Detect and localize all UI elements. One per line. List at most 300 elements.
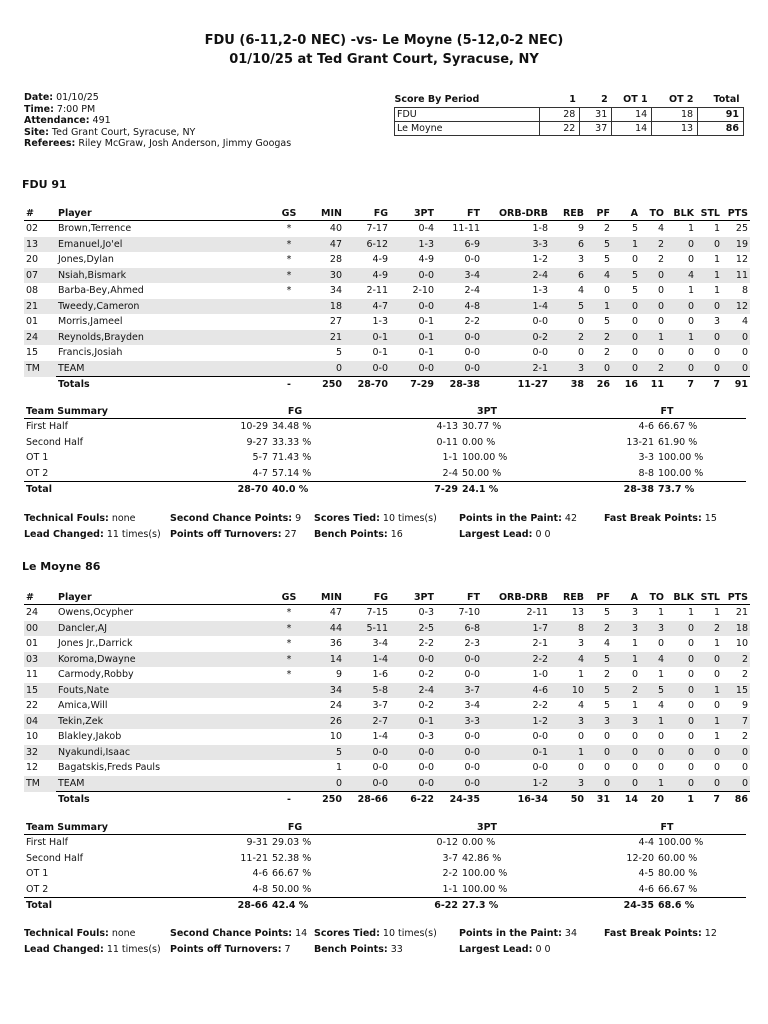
stat-value: 10 times(s) [382,928,437,939]
stat-cell: 0-0 [344,745,390,761]
player-row [24,314,750,330]
sbp-team: FDU [395,108,540,122]
stat-cell: 0-0 [464,254,480,266]
stat-value: none [111,928,136,939]
stat-cell: 0 [696,745,722,761]
stat-cell: Brown,Terrence [58,223,132,235]
score-by-period-header [395,92,744,108]
bench-stat [314,527,403,543]
stat-cell: 6-9 [436,237,482,253]
stat-cell: 0-0 [464,762,480,774]
stat-cell: 0-0 [372,762,388,774]
stat-cell: 1 [640,714,666,730]
stat-cell: 6 [550,237,586,253]
stat-cell: 3 [612,714,640,730]
column-header: PF [586,206,612,221]
stat-cell: 01 [26,638,39,650]
sbp-team: Le Moyne [395,122,540,136]
stat-cell: 0 [722,361,750,377]
stat-cell: 5 [586,237,612,253]
summary-cell: OT 1 [26,868,49,880]
stat-cell: 0-0 [532,347,548,359]
summary-cell: 100.00 % [462,452,508,464]
stat-cell [264,330,314,346]
stat-cell: 0 [577,347,584,359]
summary-cell: 80.00 % [658,868,698,880]
total-cell: Totals [56,377,264,393]
sbp-score: 18 [652,108,698,122]
stat-cell: 5 [314,745,344,761]
stat-cell: 20 [26,254,39,266]
summary-cell: 100.00 % [462,868,508,880]
stat-cell: 2 [741,669,748,681]
player-row [24,605,750,621]
stat-cell: 3 [586,714,612,730]
page-subtitle: 01/10/25 at Ted Grant Court, Syracuse, NY [229,52,539,67]
stat-cell: 0 [666,714,696,730]
stat-cell: 10 [550,683,586,699]
total-cell: 31 [586,792,612,808]
column-header: REB [550,590,586,605]
stat-cell: 2-10 [412,285,434,297]
summary-cell: 4-8 [252,883,268,895]
stat-cell: 3-7 [436,683,482,699]
stat-label: Technical Fouls: [24,513,109,524]
summary-cell: 3-7 [442,852,459,864]
stat-cell: 0 [586,776,612,792]
stat-cell: 21 [735,607,748,619]
stat-cell: 5 [550,299,586,315]
summary-cell: 66.67 % [658,883,698,895]
stat-cell [264,714,314,730]
stat-cell: 2 [586,330,612,346]
stat-cell: 5 [640,683,666,699]
summary-header: 3PT [386,821,588,835]
stat-cell: 0 [603,731,610,743]
summary-cell: Second Half [26,852,83,864]
date-value: 01/10/25 [56,92,99,103]
stat-cell: 1-0 [532,669,548,681]
stat-cell: 3 [550,361,586,377]
stat-cell: 2 [603,347,610,359]
stat-cell: 2-4 [482,268,550,284]
stat-label: Fast Break Points: [604,928,702,939]
stat-cell: 11-11 [452,223,480,235]
stat-cell: 6 [550,268,586,284]
stat-cell: 11 [26,669,39,681]
summary-cell: 42.86 % [462,852,502,864]
player-row [24,268,750,284]
stat-cell: Owens,Ocypher [58,607,134,619]
technical-fouls-stat [24,511,136,527]
stat-cell: 1-7 [482,621,550,637]
stat-cell: TM [24,776,56,792]
summary-row [24,835,746,851]
total-cell: 28-38 [436,377,482,393]
stat-cell: 4 [577,700,584,712]
column-header: MIN [314,206,344,221]
stat-cell: 0 [741,347,748,359]
stat-cell: 5-11 [344,621,390,637]
page-title: FDU (6-11,2-0 NEC) -vs- Le Moyne (5-12,0-2 NEC) [204,33,564,48]
stat-cell: 1 [657,607,664,619]
player-row [24,330,750,346]
stat-cell: 1 [612,237,640,253]
total-cell: 16 [612,377,640,393]
stat-cell: 4-7 [344,299,390,315]
stat-cell: 1 [696,268,722,284]
player-row [24,683,750,699]
stat-cell: 1 [687,285,694,297]
paint-stat [459,926,577,942]
total-cell: 250 [314,377,344,393]
stat-cell: 0 [722,745,750,761]
stat-cell: 24 [26,607,39,619]
team-title-fdu: FDU 91 [22,178,67,191]
stat-cell: 0-0 [390,745,436,761]
total-cell: 20 [640,792,666,808]
summary-total-cell: 27.3 % [460,898,588,914]
stat-cell: 1-4 [482,299,550,315]
stat-cell: 3 [713,316,720,328]
stat-cell: 0-0 [436,652,482,668]
stat-cell: 4-9 [418,254,434,266]
stat-cell: 2 [741,731,748,743]
column-header: FG [344,206,390,221]
total-cell: Totals [56,792,264,808]
player-row [24,283,750,299]
stat-cell: 0 [666,652,696,668]
stat-cell: 40 [329,223,342,235]
stat-cell: 3 [577,254,584,266]
stat-cell: 1 [713,223,720,235]
stat-cell: 2-2 [464,316,480,328]
summary-cell: 52.38 % [272,852,312,864]
total-cell: 11-27 [482,377,550,393]
stat-cell [264,683,314,699]
summary-cell: 66.67 % [658,421,698,433]
stat-cell [264,361,314,377]
stat-cell: 12 [26,762,39,774]
stat-cell: Morris,Jameel [58,316,123,328]
stat-label: Bench Points: [314,529,388,540]
stat-cell: 1 [577,669,584,681]
stat-cell: 5 [603,607,610,619]
summary-header: FG [204,821,386,835]
player-row [24,252,750,268]
stat-label: Bench Points: [314,944,388,955]
stat-cell: 2-11 [366,285,388,297]
stat-cell: 5 [631,223,638,235]
stat-value: 15 [704,513,717,524]
stat-cell: * [286,638,292,650]
stat-cell: 04 [24,714,56,730]
summary-total-cell: 24-35 [588,898,656,914]
stat-cell: 1 [687,223,694,235]
stat-label: Second Chance Points: [170,928,293,939]
stat-cell: 1 [696,714,722,730]
stat-value: 9 [295,513,302,524]
total-cell: 24-35 [436,792,482,808]
stat-cell: 0 [713,669,720,681]
column-header: FT [436,590,482,605]
stat-cell: 3-7 [372,700,388,712]
column-header: # [24,206,56,221]
stat-cell: 0-2 [418,669,434,681]
summary-cell: 4-5 [638,868,655,880]
summary-cell: 1-1 [442,452,459,464]
stat-cell: 19 [722,237,750,253]
summary-cell: 10-29 [240,421,268,433]
stat-cell: 0 [612,745,640,761]
stat-cell: 0 [657,731,664,743]
stat-cell: 2-3 [464,638,480,650]
turnovers-stat [170,942,291,958]
stat-cell [264,314,314,330]
box-score-table-lemoyne [24,590,750,808]
column-header: PTS [722,590,750,605]
stat-cell: * [286,254,292,266]
lead-changed-stat [24,942,161,958]
stat-value: 7 [284,944,291,955]
summary-header: Team Summary [24,405,204,419]
stat-label: Technical Fouls: [24,928,109,939]
stat-cell: 4 [586,268,612,284]
stat-cell: Koroma,Dwayne [56,652,264,668]
stat-cell: 7-10 [458,607,480,619]
stat-cell: 4 [577,285,584,297]
stat-cell: 4 [741,316,748,328]
stat-label: Lead Changed: [24,944,104,955]
column-header: ORB-DRB [482,590,550,605]
column-header: FG [344,590,390,605]
summary-header: FT [588,405,746,419]
stat-cell: 2 [722,652,750,668]
stat-cell: 1 [713,285,720,297]
summary-row [24,851,746,867]
sbp-score: 37 [580,122,612,136]
stat-cell: 9 [741,700,748,712]
summary-cell: 2-2 [442,868,459,880]
sbp-total: 91 [698,108,744,122]
summary-cell: 3-3 [638,452,655,464]
stat-cell: Amica,Will [58,700,108,712]
stat-cell: 3 [612,621,640,637]
stat-cell: 0 [657,316,664,328]
stat-cell: 3-3 [482,237,550,253]
stat-cell: Jones,Dylan [58,254,114,266]
stat-cell: 34 [314,683,344,699]
summary-row [24,450,746,466]
column-header: PF [586,590,612,605]
stat-cell: 4-8 [436,299,482,315]
stat-cell: 13 [24,237,56,253]
referees-value: Riley McGraw, Josh Anderson, Jimmy Googas [78,138,292,149]
stat-cell: Tweedy,Cameron [56,299,264,315]
stat-cell: 13 [571,607,584,619]
summary-cell: 4-6 [638,421,655,433]
stat-cell [264,729,314,745]
stat-cell: TM [24,361,56,377]
stat-cell: 0 [666,361,696,377]
stat-cell: 1 [640,330,666,346]
misc-stats-fdu [24,511,764,543]
stat-cell: 5 [586,652,612,668]
column-header: TO [640,590,666,605]
stat-cell: 0 [687,638,694,650]
stat-cell: 5 [603,700,610,712]
stat-cell: 0-1 [344,330,390,346]
stat-cell: 0 [612,299,640,315]
stat-cell: Reynolds,Brayden [56,330,264,346]
stat-cell: 0 [687,316,694,328]
summary-cell: 30.77 % [462,421,502,433]
stat-cell: 12 [735,254,748,266]
stat-cell: 02 [26,223,39,235]
paint-stat [459,511,577,527]
stat-cell: 0 [696,330,722,346]
stat-cell: 2 [603,223,610,235]
stat-cell: 0-0 [390,652,436,668]
stat-label: Points in the Paint: [459,928,562,939]
stat-value: 14 [295,928,308,939]
summary-header: FT [588,821,746,835]
column-header: Player [56,590,264,605]
stat-cell: 0-0 [418,762,434,774]
stat-cell: 1-3 [532,285,548,297]
sbp-row-lemoyne [395,122,744,136]
stat-cell: 0 [631,762,638,774]
stat-cell: 1 [657,669,664,681]
summary-cell: 29.03 % [272,837,312,849]
stat-value: 10 times(s) [382,513,437,524]
summary-cell: Second Half [26,436,83,448]
stat-cell: 15 [24,683,56,699]
sbp-total: 86 [698,122,744,136]
total-cell: 14 [612,792,640,808]
stat-cell: 1 [687,607,694,619]
summary-cell: 4-6 [252,868,268,880]
sbp-header-ot1: OT 1 [623,94,648,105]
total-cell [24,377,56,393]
time-value: 7:00 PM [56,103,96,115]
sbp-header-total: Total [713,94,740,105]
stat-cell: 0 [631,316,638,328]
total-cell: 7-29 [390,377,436,393]
stat-cell: 30 [314,268,344,284]
stat-value: 0 0 [535,529,551,540]
stat-cell: Fouts,Nate [56,683,264,699]
stat-label: Scores Tied: [314,513,380,524]
stat-cell: * [264,652,314,668]
stat-cell: 6-8 [436,621,482,637]
stat-cell: 2 [640,361,666,377]
stat-cell: Blakley,Jakob [58,731,122,743]
summary-row [24,866,746,882]
stat-cell [264,698,314,714]
player-row [24,714,750,730]
stat-cell: 14 [314,652,344,668]
summary-total-cell: 40.0 % [270,482,386,498]
total-cell: 86 [722,792,750,808]
stat-cell: 0 [696,652,722,668]
summary-total-cell: 28-38 [588,482,656,498]
stat-cell: 0 [687,347,694,359]
stat-cell: 2 [586,621,612,637]
stat-cell: 1-2 [482,714,550,730]
stat-cell: 0-1 [390,714,436,730]
stat-cell: 0 [696,237,722,253]
stat-cell: Barba-Bey,Ahmed [58,285,144,297]
stat-cell: 2-2 [482,652,550,668]
summary-cell: OT 1 [26,452,49,464]
player-row [24,299,750,315]
stat-cell: 0-0 [436,745,482,761]
total-cell: 26 [586,377,612,393]
fast-break-stat [604,926,717,942]
stat-cell: 4-6 [482,683,550,699]
summary-cell: First Half [26,421,68,433]
box-score-header [24,206,750,221]
stat-cell: 0 [666,745,696,761]
summary-row [24,466,746,482]
stat-cell: 0 [687,731,694,743]
stat-value: 33 [390,944,403,955]
box-score-header [24,590,750,605]
stat-cell: 0 [696,361,722,377]
stat-cell: * [264,237,314,253]
stat-cell: * [264,268,314,284]
stat-cell: 1 [335,762,342,774]
stat-cell: 0-1 [418,316,434,328]
stat-cell: 10 [26,731,39,743]
stat-cell: 3 [577,638,584,650]
total-cell: 6-22 [390,792,436,808]
stat-cell: 0 [657,638,664,650]
stat-cell: 1 [550,745,586,761]
column-header: STL [696,590,722,605]
summary-cell: 4-4 [638,837,655,849]
player-row [24,361,750,377]
stat-cell: 0 [713,762,720,774]
stat-cell: 07 [24,268,56,284]
stat-cell: Francis,Josiah [58,347,123,359]
sbp-score: 28 [540,108,580,122]
stat-cell: 0 [687,762,694,774]
stat-cell: 0-3 [418,607,434,619]
stat-cell: 0-1 [390,330,436,346]
player-row [24,652,750,668]
stat-cell: 0 [314,776,344,792]
stat-cell: 0 [741,762,748,774]
stat-cell: 1 [631,700,638,712]
column-header: BLK [666,590,696,605]
summary-cell: OT 2 [26,883,49,895]
stat-cell: 24 [329,700,342,712]
stat-cell: * [286,669,292,681]
stat-cell: 03 [24,652,56,668]
total-cell: 7 [696,377,722,393]
summary-total-cell: 28-66 [204,898,270,914]
stat-cell: 0 [713,347,720,359]
summary-total-cell: 73.7 % [656,482,746,498]
stat-cell: 15 [26,347,39,359]
attendance-value: 491 [92,115,111,126]
stat-cell: 1 [640,776,666,792]
stat-label: Fast Break Points: [604,513,702,524]
summary-cell: 12-20 [626,852,655,864]
column-header: GS [264,206,314,221]
